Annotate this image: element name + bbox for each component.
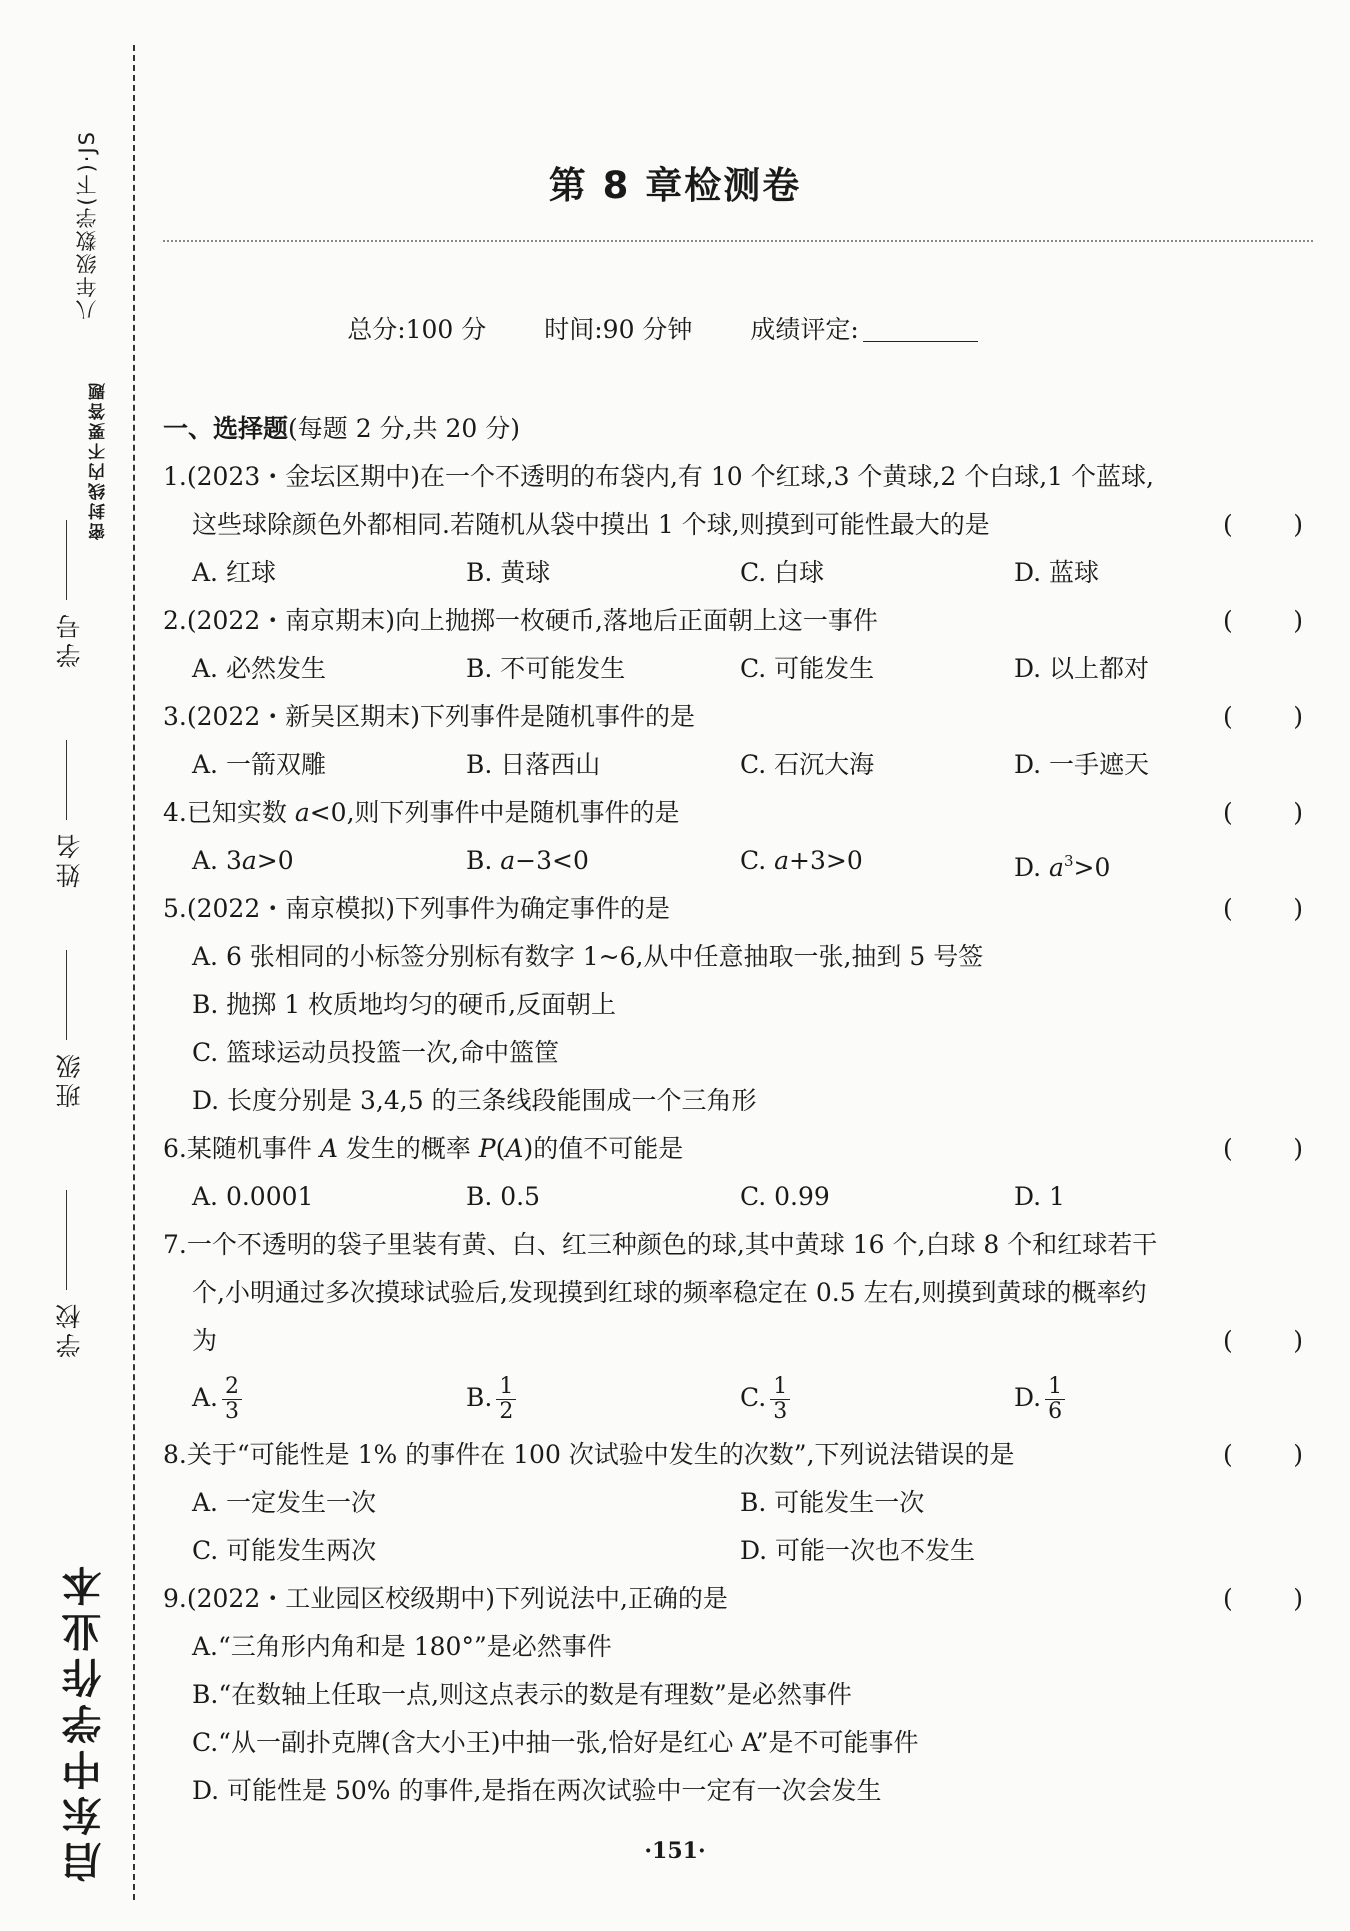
option-c: C. a+3>0 — [740, 846, 863, 875]
question-text: 这些球除颜色外都相同.若随机从袋中摸出 1 个球,则摸到可能性最大的是 — [192, 510, 990, 539]
option-a: A. $\frac{2}{3}$ — [192, 1365, 466, 1431]
answer-bracket[interactable]: ( ) — [1223, 702, 1303, 731]
answer-bracket[interactable]: ( ) — [1223, 606, 1303, 635]
answer-bracket[interactable]: ( ) — [1223, 1584, 1303, 1613]
option-b: B. 0.5 — [466, 1182, 541, 1211]
field-student-id-blank[interactable] — [66, 520, 67, 600]
question-text: 3.(2022・新吴区期末)下列事件是随机事件的是 — [163, 702, 695, 731]
fraction: $\frac{1}{2}$ — [496, 1375, 516, 1424]
option-a: A. 必然发生 — [192, 654, 326, 683]
option-d: D. 可能一次也不发生 — [740, 1536, 976, 1565]
question-text: 9.(2022・工业园区校级期中)下列说法中,正确的是 — [163, 1584, 728, 1613]
options-row — [163, 1479, 1313, 1527]
question-6 — [163, 1125, 1313, 1221]
question-8 — [163, 1431, 1313, 1575]
question-1 — [163, 453, 1313, 597]
option-b: B. 抛掷 1 枚质地均匀的硬币,反面朝上 — [192, 990, 617, 1019]
question-4 — [163, 789, 1313, 885]
question-stem-continued: 为 ( ) — [163, 1317, 1313, 1365]
option-b: B. a−3<0 — [466, 846, 589, 875]
option-d: D. 以上都对 — [1014, 654, 1150, 683]
option-b: B. 黄球 — [466, 558, 551, 587]
answer-bracket[interactable]: ( ) — [1223, 1326, 1303, 1355]
section-title: 一、选择题 — [163, 414, 289, 443]
field-name-label: 姓名 — [55, 830, 84, 888]
exam-meta — [0, 310, 1350, 346]
options-row — [163, 1365, 1313, 1431]
options-row — [163, 837, 1313, 885]
question-stem: 1.(2023・金坛区期中)在一个不透明的布袋内,有 10 个红球,3 个黄球,2 个白球,1 个蓝球, — [163, 462, 1154, 491]
grade-field — [750, 315, 1002, 344]
option-c: C. 可能发生两次 — [192, 1536, 377, 1565]
field-name-blank[interactable] — [66, 740, 67, 820]
option-d: D. 蓝球 — [1014, 558, 1100, 587]
field-class-label: 班级 — [55, 1050, 84, 1108]
field-school-blank[interactable] — [66, 1190, 67, 1290]
question-9 — [163, 1575, 1313, 1815]
option-a: A.“三角形内角和是 180°”是必然事件 — [192, 1632, 612, 1661]
binding-margin — [0, 0, 150, 1931]
option-c: C.“从一副扑克牌(含大小王)中抽一张,恰好是红心 A”是不可能事件 — [192, 1728, 919, 1757]
grade-blank[interactable] — [863, 341, 978, 342]
publisher-name: 启东中学作业本 — [62, 1560, 108, 1882]
header-divider — [163, 240, 1313, 242]
option-c: C. 篮球运动员投篮一次,命中篮筐 — [192, 1038, 560, 1067]
question-stem — [163, 1575, 1313, 1623]
answer-bracket[interactable]: ( ) — [1223, 510, 1303, 539]
question-text: 5.(2022・南京模拟)下列事件为确定事件的是 — [163, 894, 670, 923]
question-5 — [163, 885, 1313, 1125]
answer-bracket[interactable]: ( ) — [1223, 1134, 1303, 1163]
option-a: A. 一箭双雕 — [192, 750, 326, 779]
option-b: B. 不可能发生 — [466, 654, 626, 683]
option-b: B. 日落西山 — [466, 750, 601, 779]
option-c: C. 可能发生 — [740, 654, 875, 683]
question-stem — [163, 885, 1313, 933]
question-stem: 7.一个不透明的袋子里装有黄、白、红三种颜色的球,其中黄球 16 个,白球 8 个和红球若干 — [163, 1230, 1158, 1259]
grade-label: 成绩评定: — [750, 315, 859, 344]
option-b: B.“在数轴上任取一点,则这点表示的数是有理数”是必然事件 — [192, 1680, 852, 1709]
question-stem-continued — [163, 501, 1313, 549]
field-school-label: 学校 — [55, 1300, 84, 1358]
section-heading — [163, 405, 1313, 453]
option-d: D. 可能性是 50% 的事件,是指在两次试验中一定有一次会发生 — [192, 1776, 882, 1805]
question-list — [163, 405, 1313, 1815]
question-2 — [163, 597, 1313, 693]
option-a: A. 红球 — [192, 558, 276, 587]
fraction: $\frac{1}{3}$ — [770, 1375, 790, 1424]
option-d: D. 1 — [1014, 1182, 1065, 1211]
question-stem — [163, 1431, 1313, 1479]
option-d: D. $\frac{1}{6}$ — [1014, 1365, 1288, 1431]
question-stem-continued: 个,小明通过多次摸球试验后,发现摸到红球的频率稳定在 0.5 左右,则摸到黄球的概率约 — [192, 1278, 1147, 1307]
options-row — [163, 741, 1313, 789]
option-d: D. 长度分别是 3,4,5 的三条线段能围成一个三角形 — [192, 1086, 757, 1115]
options-row — [163, 1527, 1313, 1575]
options-row — [163, 549, 1313, 597]
field-class-blank[interactable] — [66, 950, 67, 1040]
book-code: 八年级数学(下)·JS — [75, 130, 99, 321]
option-a: A. 6 张相同的小标签分别标有数字 1~6,从中任意抽取一张,抽到 5 号签 — [192, 942, 984, 971]
option-d: D. 一手遮天 — [1014, 750, 1150, 779]
total-score: 总分:100 分 — [347, 315, 487, 344]
question-stem: 6.某随机事件 A 发生的概率 P(A)的值不可能是 ( ) — [163, 1125, 1313, 1173]
question-text: 8.关于“可能性是 1% 的事件在 100 次试验中发生的次数”,下列说法错误的是 — [163, 1440, 1015, 1469]
fraction: $\frac{2}{3}$ — [222, 1375, 242, 1424]
fraction: $\frac{1}{6}$ — [1045, 1375, 1065, 1424]
question-3 — [163, 693, 1313, 789]
question-stem — [163, 597, 1313, 645]
options-row — [163, 1173, 1313, 1221]
option-a: A. 0.0001 — [192, 1182, 314, 1211]
page-number: ·151· — [644, 1838, 706, 1864]
option-a: A. 一定发生一次 — [192, 1488, 376, 1517]
option-c: C. 石沉大海 — [740, 750, 875, 779]
seal-line-notice: 密封线内不要答题 — [89, 380, 109, 540]
page-title: 第 8 章检测卷 — [548, 164, 802, 207]
answer-bracket[interactable]: ( ) — [1223, 894, 1303, 923]
option-c: C. 0.99 — [740, 1182, 830, 1211]
question-text: 2.(2022・南京期末)向上抛掷一枚硬币,落地后正面朝上这一事件 — [163, 606, 878, 635]
option-c: C. $\frac{1}{3}$ — [740, 1365, 1014, 1431]
time-limit: 时间:90 分钟 — [544, 315, 693, 344]
options-row — [163, 645, 1313, 693]
question-stem — [163, 693, 1313, 741]
option-d: D. $a^3>0$ — [1014, 852, 1111, 882]
option-b: B. $\frac{1}{2}$ — [466, 1365, 740, 1431]
question-stem: 4.已知实数 a<0,则下列事件中是随机事件的是 ( ) — [163, 789, 1313, 837]
option-a: A. 3a>0 — [192, 846, 294, 875]
field-student-id-label: 学号 — [55, 610, 84, 668]
section-note: (每题 2 分,共 20 分) — [288, 414, 520, 443]
question-7 — [163, 1221, 1313, 1431]
option-c: C. 白球 — [740, 558, 825, 587]
option-b: B. 可能发生一次 — [740, 1488, 925, 1517]
answer-bracket[interactable]: ( ) — [1223, 1440, 1303, 1469]
answer-bracket[interactable]: ( ) — [1223, 798, 1303, 827]
